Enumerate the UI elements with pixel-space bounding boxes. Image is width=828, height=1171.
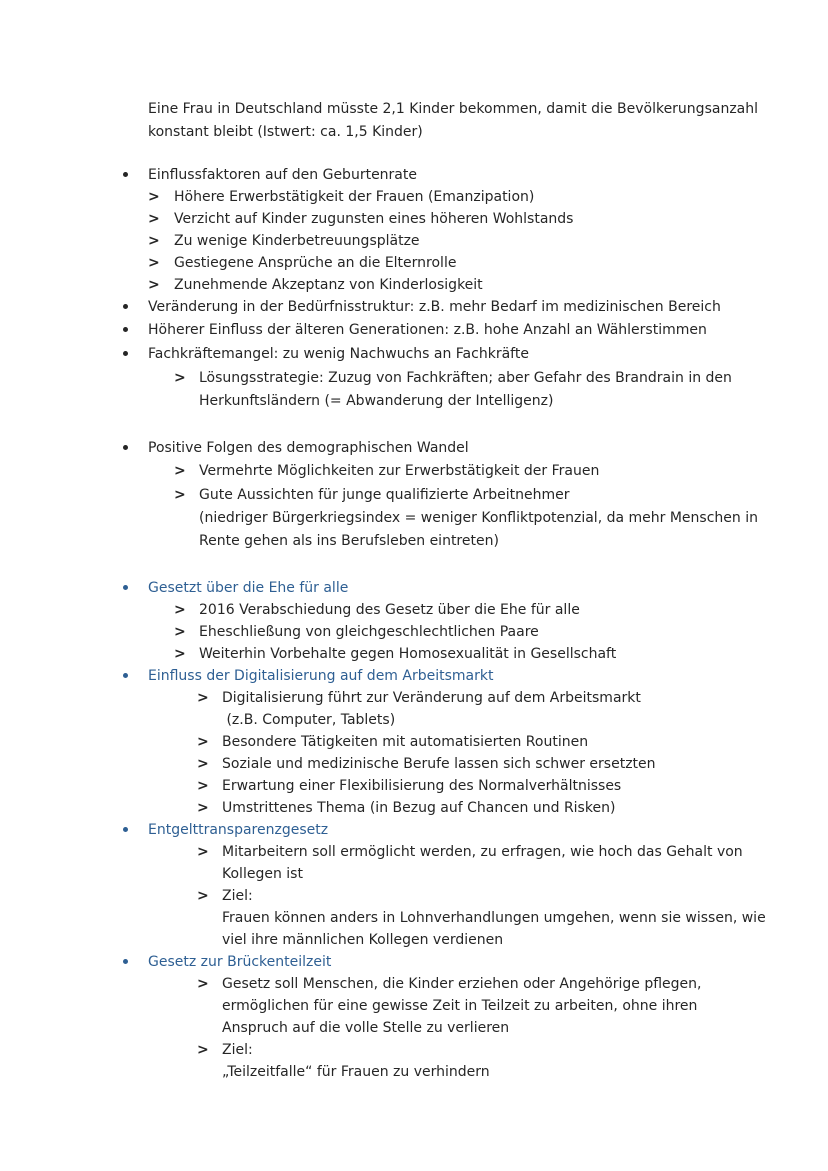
list-item: (niedriger Bürgerkriegsindex = weniger Konfliktpotenzial, da mehr Menschen in bbox=[199, 510, 758, 526]
list-item: Vermehrte Möglichkeiten zur Erwerbstätigkeit der Frauen bbox=[199, 463, 600, 479]
bullet-icon bbox=[123, 445, 128, 450]
list-item: Gute Aussichten für junge qualifizierte Arbeitnehmer bbox=[199, 487, 570, 503]
list-item: Verzicht auf Kinder zugunsten eines höheren Wohlstands bbox=[174, 211, 574, 227]
arrow-icon: > bbox=[197, 756, 209, 772]
bullet-icon bbox=[123, 585, 128, 590]
list-item: ermöglichen für eine gewisse Zeit in Teilzeit zu arbeiten, ohne ihren bbox=[222, 998, 698, 1014]
bullet-icon bbox=[123, 959, 128, 964]
section-heading-skilled: Fachkräftemangel: zu wenig Nachwuchs an Fachkräfte bbox=[148, 346, 529, 362]
list-item: Zunehmende Akzeptanz von Kinderlosigkeit bbox=[174, 277, 483, 293]
arrow-icon: > bbox=[174, 646, 186, 662]
list-item: Digitalisierung führt zur Veränderung auf dem Arbeitsmarkt bbox=[222, 690, 641, 706]
section-heading-digital: Einfluss der Digitalisierung auf dem Arbeitsmarkt bbox=[148, 668, 494, 684]
arrow-icon: > bbox=[197, 976, 209, 992]
list-item: Eheschließung von gleichgeschlechtlichen Paare bbox=[199, 624, 539, 640]
arrow-icon: > bbox=[197, 778, 209, 794]
list-item: viel ihre männlichen Kollegen verdienen bbox=[222, 932, 504, 948]
arrow-icon: > bbox=[148, 211, 160, 227]
section-heading-marriage: Gesetzt über die Ehe für alle bbox=[148, 580, 349, 596]
bullet-icon bbox=[123, 351, 128, 356]
list-item: Weiterhin Vorbehalte gegen Homosexualität in Gesellschaft bbox=[199, 646, 617, 662]
list-item: Lösungsstrategie: Zuzug von Fachkräften; aber Gefahr des Brandrain in den bbox=[199, 370, 732, 386]
arrow-icon: > bbox=[197, 844, 209, 860]
list-item: Erwartung einer Flexibilisierung des Normalverhältnisses bbox=[222, 778, 622, 794]
arrow-icon: > bbox=[197, 800, 209, 816]
intro-line: konstant bleibt (Istwert: ca. 1,5 Kinder) bbox=[148, 124, 423, 140]
bullet-icon bbox=[123, 673, 128, 678]
section-heading-birthrate: Einflussfaktoren auf den Geburtenrate bbox=[148, 167, 417, 183]
arrow-icon: > bbox=[197, 1042, 209, 1058]
arrow-icon: > bbox=[174, 602, 186, 618]
arrow-icon: > bbox=[174, 463, 186, 479]
list-item: Rente gehen als ins Berufsleben eintreten) bbox=[199, 533, 499, 549]
list-item: Gesetz soll Menschen, die Kinder erziehen oder Angehörige pflegen, bbox=[222, 976, 702, 992]
list-item: Ziel: bbox=[222, 1042, 253, 1058]
list-item: Höhere Erwerbstätigkeit der Frauen (Emanzipation) bbox=[174, 189, 535, 205]
bullet-icon bbox=[123, 172, 128, 177]
bullet-icon bbox=[123, 827, 128, 832]
list-item: „Teilzeitfalle“ für Frauen zu verhindern bbox=[222, 1064, 490, 1080]
bullet-icon bbox=[123, 304, 128, 309]
list-item: Veränderung in der Bedürfnisstruktur: z.B. mehr Bedarf im medizinischen Bereich bbox=[148, 299, 721, 315]
list-item: Soziale und medizinische Berufe lassen sich schwer ersetzten bbox=[222, 756, 656, 772]
list-item: Höherer Einfluss der älteren Generationen: z.B. hohe Anzahl an Wählerstimmen bbox=[148, 322, 707, 338]
section-heading-pay: Entgelttransparenzgesetz bbox=[148, 822, 329, 838]
arrow-icon: > bbox=[148, 255, 160, 271]
arrow-icon: > bbox=[148, 277, 160, 293]
list-item: Frauen können anders in Lohnverhandlungen umgehen, wenn sie wissen, wie bbox=[222, 910, 766, 926]
list-item: Kollegen ist bbox=[222, 866, 303, 882]
list-item: Besondere Tätigkeiten mit automatisierten Routinen bbox=[222, 734, 589, 750]
list-item: Herkunftsländern (= Abwanderung der Intelligenz) bbox=[199, 393, 554, 409]
list-item: Gestiegene Ansprüche an die Elternrolle bbox=[174, 255, 457, 271]
list-item: Umstrittenes Thema (in Bezug auf Chancen und Risken) bbox=[222, 800, 616, 816]
list-item: Mitarbeitern soll ermöglicht werden, zu erfragen, wie hoch das Gehalt von bbox=[222, 844, 743, 860]
list-item: Zu wenige Kinderbetreuungsplätze bbox=[174, 233, 420, 249]
list-item: Ziel: bbox=[222, 888, 253, 904]
arrow-icon: > bbox=[197, 690, 209, 706]
section-heading-positive: Positive Folgen des demographischen Wandel bbox=[148, 440, 469, 456]
arrow-icon: > bbox=[197, 888, 209, 904]
arrow-icon: > bbox=[197, 734, 209, 750]
list-item: Anspruch auf die volle Stelle zu verlieren bbox=[222, 1020, 510, 1036]
arrow-icon: > bbox=[174, 487, 186, 503]
list-item: (z.B. Computer, Tablets) bbox=[222, 712, 396, 728]
bullet-icon bbox=[123, 327, 128, 332]
arrow-icon: > bbox=[174, 370, 186, 386]
arrow-icon: > bbox=[148, 233, 160, 249]
list-item: 2016 Verabschiedung des Gesetz über die Ehe für alle bbox=[199, 602, 580, 618]
intro-line: Eine Frau in Deutschland müsste 2,1 Kinder bekommen, damit die Bevölkerungsanzahl bbox=[148, 101, 759, 117]
arrow-icon: > bbox=[148, 189, 160, 205]
arrow-icon: > bbox=[174, 624, 186, 640]
section-heading-bridge: Gesetz zur Brückenteilzeit bbox=[148, 954, 332, 970]
